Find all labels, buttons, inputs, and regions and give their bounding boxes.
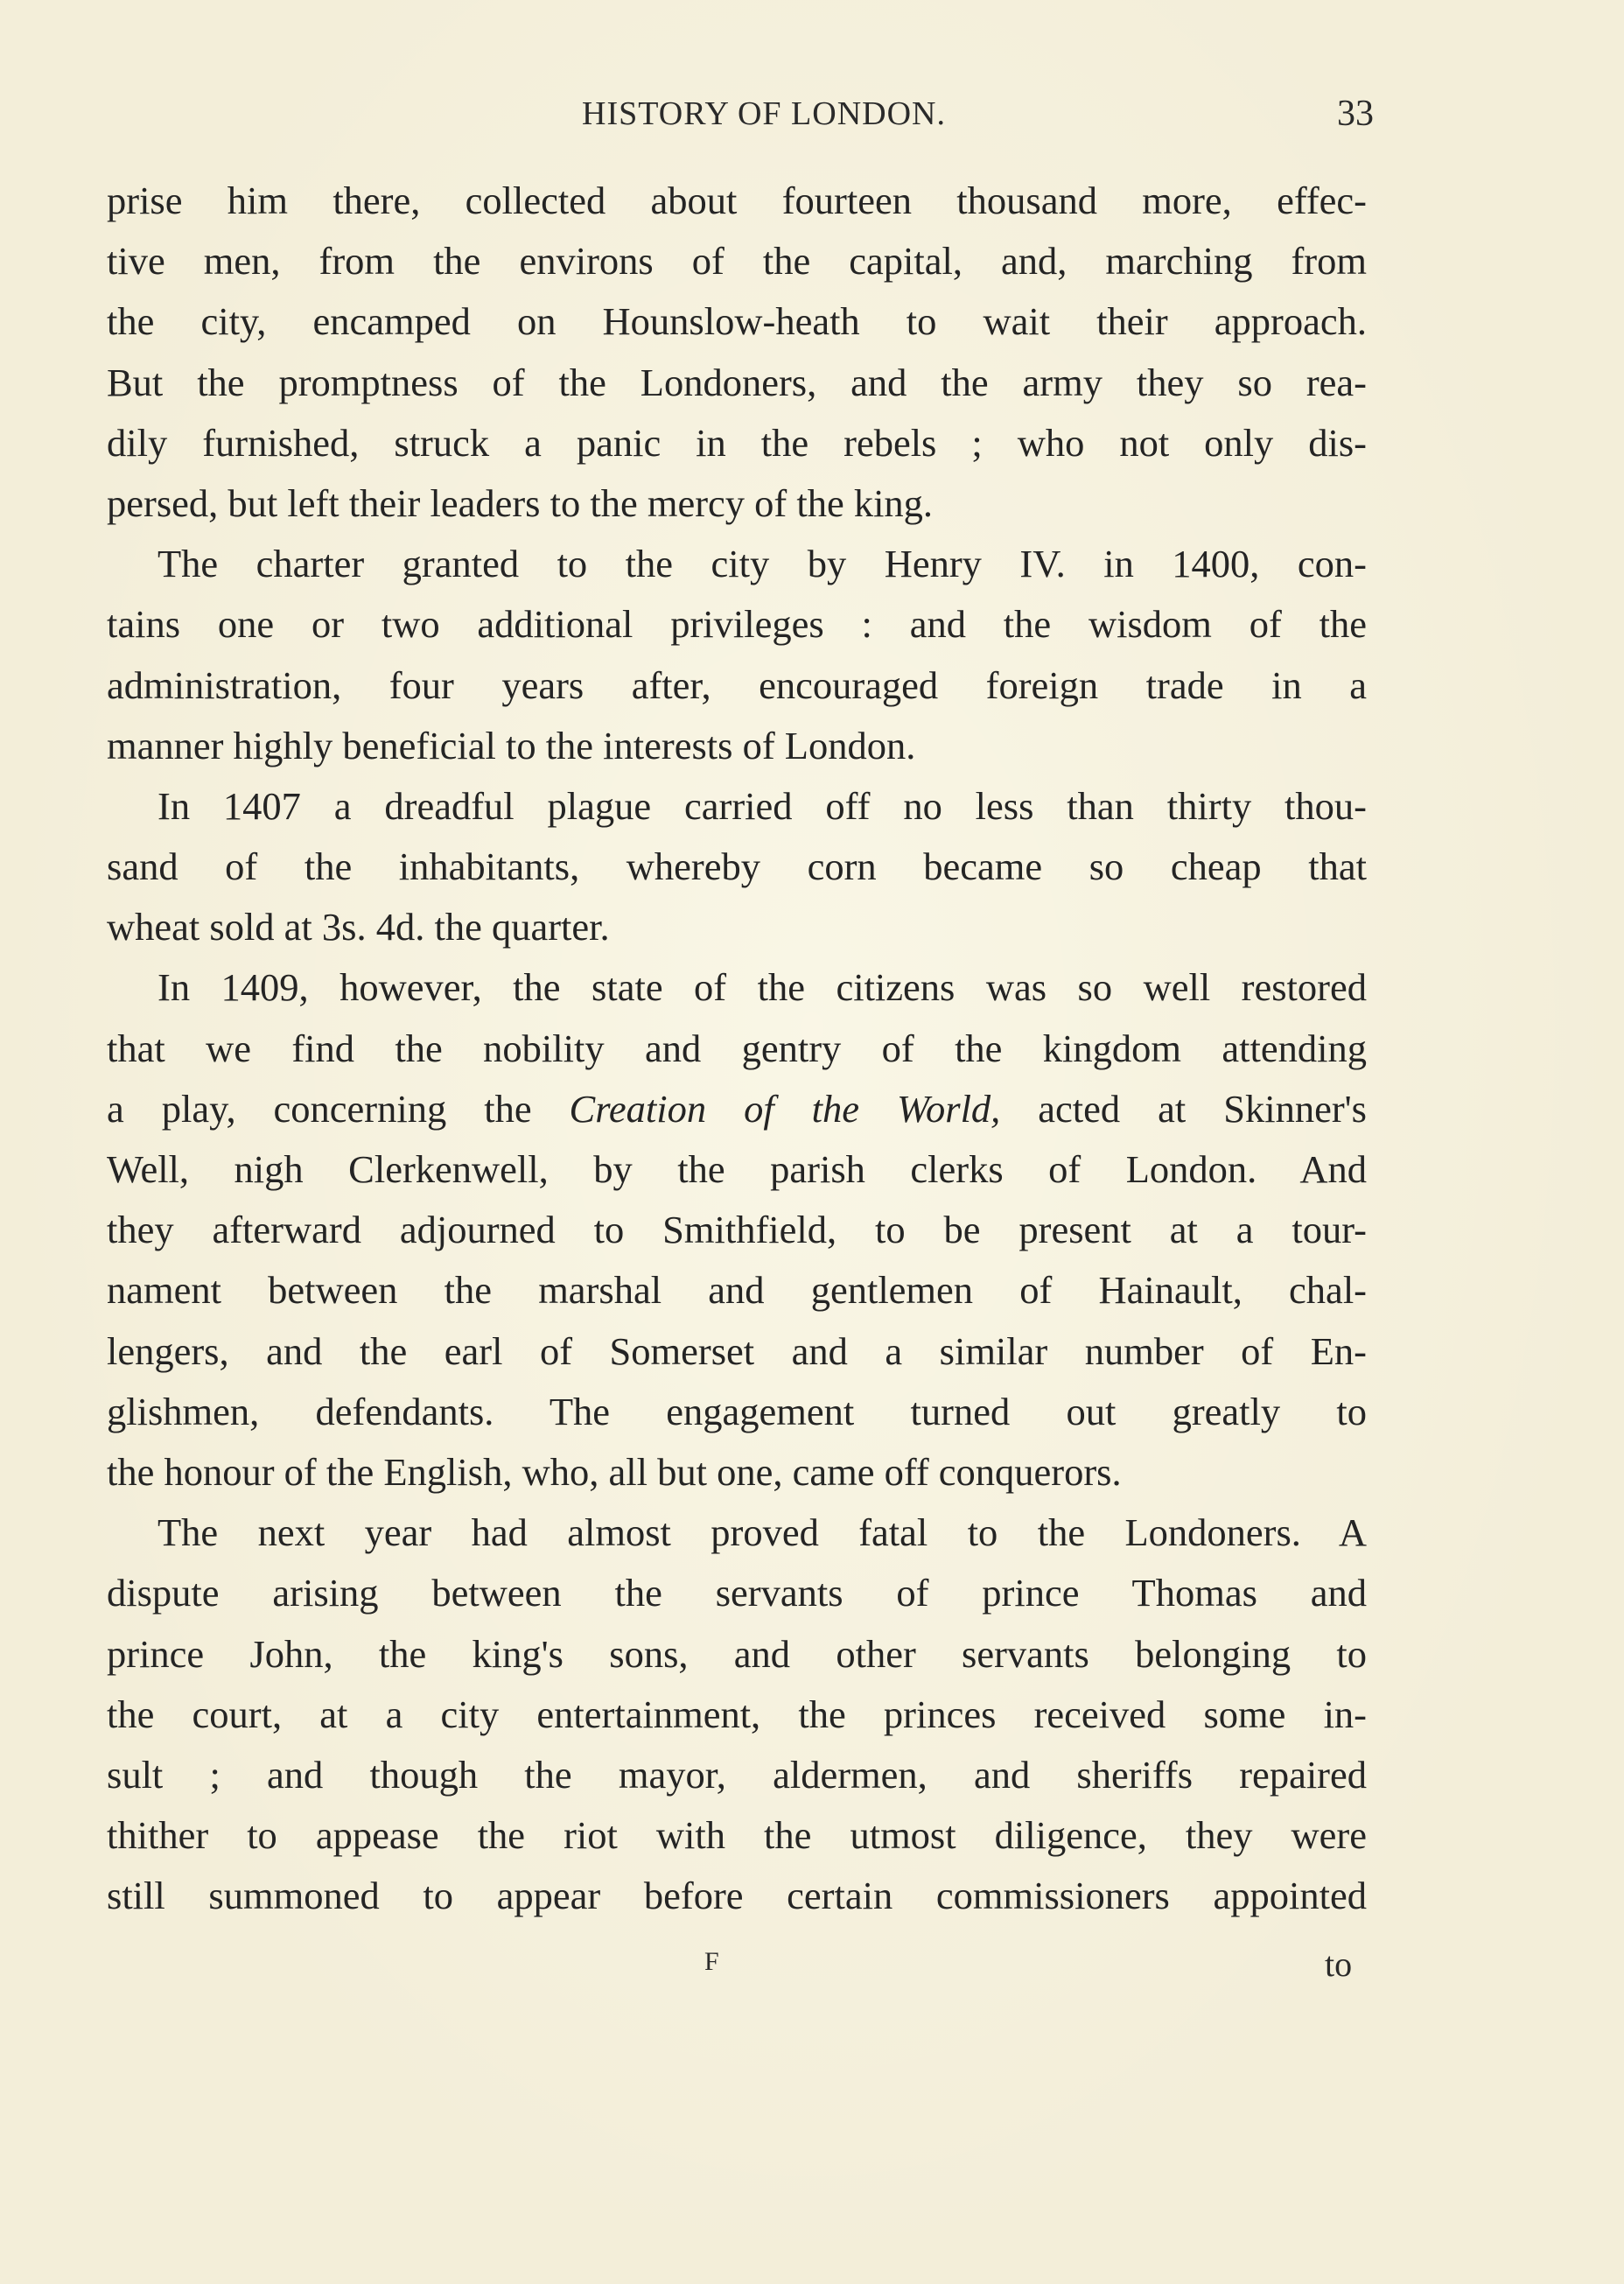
- text-line: manner highly beneficial to the interests of London.: [107, 723, 916, 767]
- text-line: sult ; and though the mayor, aldermen, and sheriffs repaired: [107, 1752, 1367, 1797]
- text-line: In 1407 a dreadful plague carried off no less than thirty thou-: [158, 783, 1367, 828]
- text-line: prise him there, collected about fourteen thousand more, effec-: [107, 179, 1367, 222]
- body-text: [107, 171, 1367, 1926]
- page-footer: [0, 1944, 1624, 1991]
- text-line-with-title: [107, 1079, 1367, 1139]
- text-line: tains one or two additional privileges : and the wisdom of the: [107, 602, 1367, 647]
- text-line: But the promptness of the Londoners, and the army they so rea-: [107, 360, 1367, 404]
- line-segment: acted at Skinner's: [1000, 1086, 1367, 1131]
- running-head: [0, 95, 1624, 138]
- italic-work-title: Creation of the World,: [569, 1086, 1001, 1131]
- text-line: thither to appease the riot with the utmost diligence, they were: [107, 1813, 1367, 1858]
- text-line: Well, nigh Clerkenwell, by the parish clerks of London. And: [107, 1147, 1367, 1191]
- catchword: to: [1325, 1944, 1353, 1984]
- text-line: the city, encamped on Hounslow-heath to wait their approach.: [107, 299, 1367, 344]
- text-line: they afterward adjourned to Smithfield, to be present at a tour-: [107, 1208, 1367, 1252]
- text-line: In 1409, however, the state of the citizens was so well restored: [158, 965, 1367, 1010]
- text-line: sand of the inhabitants, whereby corn became so cheap that: [107, 844, 1367, 889]
- text-line: the court, at a city entertainment, the princes received some in-: [107, 1692, 1367, 1736]
- line-segment: a play, concerning the: [107, 1086, 570, 1131]
- text-line: glishmen, defendants. The engagement turned out greatly to: [107, 1389, 1367, 1433]
- text-line: administration, four years after, encouraged foreign trade in a: [107, 662, 1367, 707]
- signature-mark: F: [704, 1947, 719, 1976]
- text-line: lengers, and the earl of Somerset and a similar number of En-: [107, 1328, 1367, 1373]
- text-line: The charter granted to the city by Henry IV. in 1400, con-: [158, 542, 1367, 586]
- text-line: that we find the nobility and gentry of the kingdom attending: [107, 1026, 1367, 1070]
- text-line: still summoned to appear before certain commissioners appointed: [107, 1874, 1367, 1918]
- text-line: the honour of the English, who, all but one, came off conquerors.: [107, 1449, 1122, 1494]
- text-line: tive men, from the environs of the capital, and, marching from: [107, 239, 1367, 284]
- running-title: HISTORY OF LONDON.: [582, 95, 946, 132]
- text-line: wheat sold at 3s. 4d. the quarter.: [107, 905, 610, 949]
- text-line: dispute arising between the servants of prince Thomas and: [107, 1571, 1367, 1615]
- text-line: nament between the marshal and gentlemen of Hainault, chal-: [107, 1268, 1367, 1313]
- text-line: prince John, the king's sons, and other servants belonging to: [107, 1631, 1367, 1676]
- text-line: dily furnished, struck a panic in the rebels ; who not only dis-: [107, 420, 1367, 465]
- text-line: The next year had almost proved fatal to the Londoners. A: [158, 1510, 1367, 1555]
- page-number: 33: [1337, 94, 1374, 134]
- text-line: persed, but left their leaders to the mercy of the king.: [107, 480, 934, 525]
